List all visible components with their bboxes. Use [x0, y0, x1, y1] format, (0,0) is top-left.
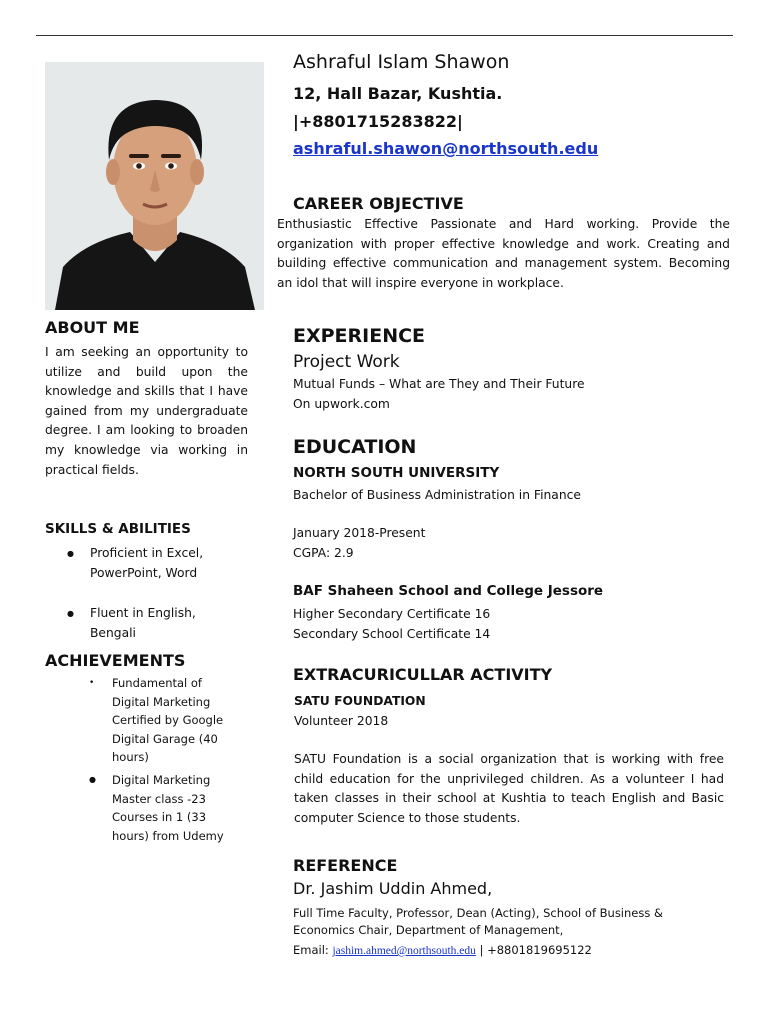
- study-period: January 2018-Present: [293, 526, 426, 540]
- about-me-heading: ABOUT ME: [45, 318, 140, 337]
- candidate-email-link[interactable]: ashraful.shawon@northsouth.edu: [293, 139, 599, 158]
- reference-heading: REFERENCE: [293, 856, 398, 875]
- reference-title: Full Time Faculty, Professor, Dean (Acting), School of Business & Economics Chair, Department of Management,: [293, 906, 663, 937]
- profile-photo: [45, 62, 264, 310]
- achievements-list: [45, 674, 232, 845]
- reference-email-link[interactable]: jashim.ahmed@northsouth.edu: [332, 945, 476, 957]
- experience-subheading: Project Work: [293, 352, 400, 372]
- achievements-heading: ACHIEVEMENTS: [45, 651, 186, 670]
- career-objective-text: Enthusiastic Effective Passionate and Hard working. Provide the organization with proper effective knowledge and work. Creating and building effective communication and management system. Becoming an idol that will inspire everyone in workplace.: [277, 217, 730, 290]
- skills-heading: SKILLS & ABILITIES: [45, 521, 191, 537]
- hsc-line: Higher Secondary Certificate 16: [293, 607, 491, 621]
- top-rule: [36, 35, 733, 36]
- reference-email-label: Email:: [293, 943, 329, 957]
- experience-heading: EXPERIENCE: [293, 325, 426, 347]
- achievement-item: • Fundamental of Digital Marketing Certified by Google Digital Garage (40 hours): [45, 674, 232, 767]
- extracurricular-role: Volunteer 2018: [294, 714, 389, 728]
- cgpa: CGPA: 2.9: [293, 546, 354, 560]
- skill-item: ● Fluent in English, Bengali: [45, 604, 245, 643]
- school-name: BAF Shaheen School and College Jessore: [293, 583, 604, 599]
- portrait-image: [45, 62, 264, 310]
- skills-list: [45, 544, 245, 643]
- skill-item: ● Proficient in Excel, PowerPoint, Word: [45, 544, 220, 583]
- experience-line-1: Mutual Funds – What are They and Their Future: [293, 377, 585, 391]
- candidate-phone: |+8801715283822|: [293, 112, 463, 131]
- university-name: NORTH SOUTH UNIVERSITY: [293, 465, 500, 481]
- experience-line-2: On upwork.com: [293, 397, 390, 411]
- degree-name: Bachelor of Business Administration in Finance: [293, 488, 581, 502]
- education-heading: EDUCATION: [293, 436, 417, 458]
- reference-phone: | +8801819695122: [479, 943, 592, 957]
- reference-contact: [293, 942, 592, 960]
- ssc-line: Secondary School Certificate 14: [293, 627, 491, 641]
- extracurricular-text: SATU Foundation is a social organization that is working with free child education for the unprivileged children. As a volunteer I had taken classes in their school at Kushtia to teach English and Basic computer Science to those students.: [294, 752, 724, 825]
- about-me-text: I am seeking an opportunity to utilize and build upon the knowledge and skills that I have gained from my undergraduate degree. I am looking to broaden my knowledge via working in practical fields.: [45, 345, 248, 477]
- candidate-name: Ashraful Islam Shawon: [293, 51, 510, 73]
- candidate-address: 12, Hall Bazar, Kushtia.: [293, 84, 503, 103]
- career-objective-heading: CAREER OBJECTIVE: [293, 194, 464, 213]
- achievement-item: ● Digital Marketing Master class -23 Courses in 1 (33 hours) from Udemy: [45, 771, 232, 845]
- extracurricular-heading: EXTRACURICULLAR ACTIVITY: [293, 665, 553, 684]
- extracurricular-org: SATU FOUNDATION: [294, 694, 426, 708]
- reference-name: Dr. Jashim Uddin Ahmed,: [293, 879, 493, 898]
